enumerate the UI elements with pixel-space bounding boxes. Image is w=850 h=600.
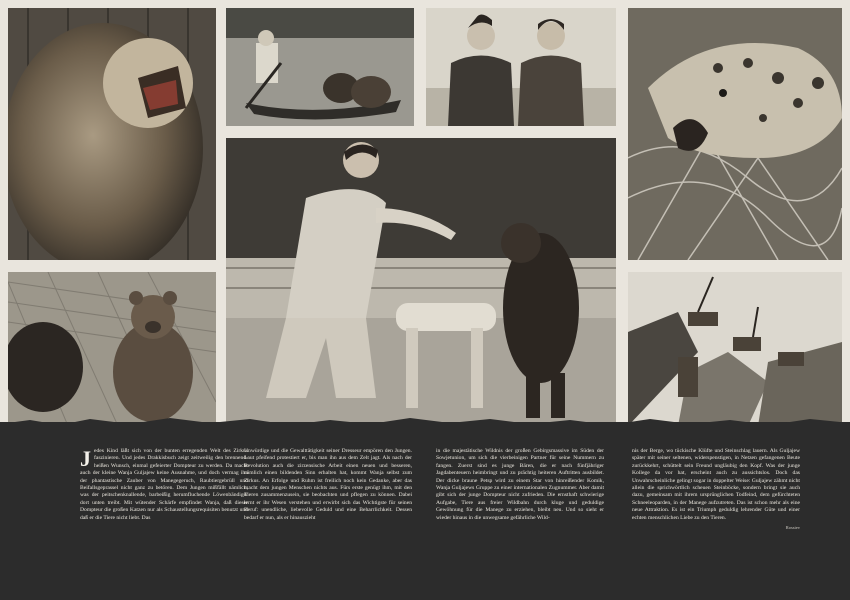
ibex-goats-photo	[628, 272, 842, 426]
lion-photo	[8, 8, 216, 260]
article-text-4: nis der Berge, wo tückische Klüfte und Steinschlag lauern. Als Guljajew später mit seiner seltenen, widerspenstigen, in Netzen gefangenen Beute zurückkehrt, schüttelt sein Freund ungläubig den Kopf. Was der junge Kollege da vor hat, erscheint auch zu aussichtslos. Doch das Unwahrscheinliche gelingt sogar in doppelter Weise: Guljajew zähmt nicht allein die sprichwörtlich scheuen Steinböcke, sondern bringt sie auch dazu, gemeinsam mit ihrem ursprünglichen Todfeind, dem gefürchteten Schneeleoparden, in der Manege aufzutreten. Das ist schon mehr als eine neue Attraktion. Es ist ein Triumph geduldig lehrender Güte und einer echten menschlichen Liebe zu den Tieren.	[632, 448, 800, 521]
photo-credit: Rossiev	[785, 525, 800, 531]
article-text-3: in die majestätische Wildnis der großen Gebirgsmassive im Süden der Sowjetunion, um sich die vierbeinigen Partner für seine Nummern zu fangen. Zuerst sind es junge Bären, die er nach fünfjähriger Jagdabenteuern heimbringt und zu prächtig heiteren Auftritten ausbildet. Der dicke braune Petsp wird zu einem Star von hinreißender Komik, Wanja Guljajews Gruppe zu einer internationalen Zugnummer. Aber damit gibt sich der junge Dompteur nicht zufrieden. Die ernsthaft schwierige Aufgabe, Tiere aus freier Wildbahn durch kluge und geduldige Gewöhnung für die Manege zu erziehen, bleibt neu. Und so sieht er wieder hinaus in die unwegsame gefährliche Wild-	[436, 448, 604, 521]
article-text-2: Unwürdige und die Gewalttätigkeit seiner Dresseur empören den Jungen. Laut pfeifend protestiert er, bis man ihn aus dem Zelt jagt. Als nach der Revolution auch die zirzensische Arbeit einen neuen und besseren, nämlich einen bildenden Sinn erhalten hat, kommt Wanja selbst zum Zirkus. An Erfolge und Ruhm ist freilich noch kein Gedanke, aber das macht dem jungen Menschen nichts aus. Fürs erste genügt ihm, mit den Tieren zusammenzusein, sie beobachten und pflegen zu können. Dabei lernt er ihr Wesen verstehen und erwirbt sich das Wichtigste für seinen Beruf: unendliche, liebevolle Geduld und eine Beharrlichkeit. Dessen bedarf er nun, als er hinauszieht	[244, 448, 412, 521]
snow-leopard-photo	[628, 8, 842, 260]
article-column-1	[80, 448, 248, 522]
article-column-3	[436, 448, 604, 522]
article-text-1: edes Kind läßt sich von der bunten erregenden Welt des Zirkus faszinieren. Und jedes Drakkisbuch zeigt zeitweilig den brennend-heißen Wunsch, einmal gefeierter Dompteur zu werden. Da macht auch der kleine Wanja Guljajew keine Ausnahme, und doch vermag ihn der phantastische Zauber von Manegegeruch, Raubtiergebrüll und Beifallsgeprassel nicht ganz zu betören. Dem Jungen mißfällt nämlich, was der peitschenknallende, barbeißig herumfluchende Löwenbändiger dort unten treibt. Mit wütender Schärfe empfindet Wanja, daß dieser Dompteur die großen Katzen nur als Schaustellungsrequisiten benutzt und daß er die Tiere nicht liebt. Das	[80, 448, 248, 521]
drop-cap: J	[80, 446, 91, 471]
article-column-2	[244, 448, 412, 522]
bear-cub-photo	[8, 272, 216, 426]
two-men-photo	[426, 8, 616, 126]
boat-with-bears-photo	[226, 8, 414, 126]
article-column-4	[632, 448, 800, 531]
trainer-with-bear-photo	[226, 138, 616, 426]
